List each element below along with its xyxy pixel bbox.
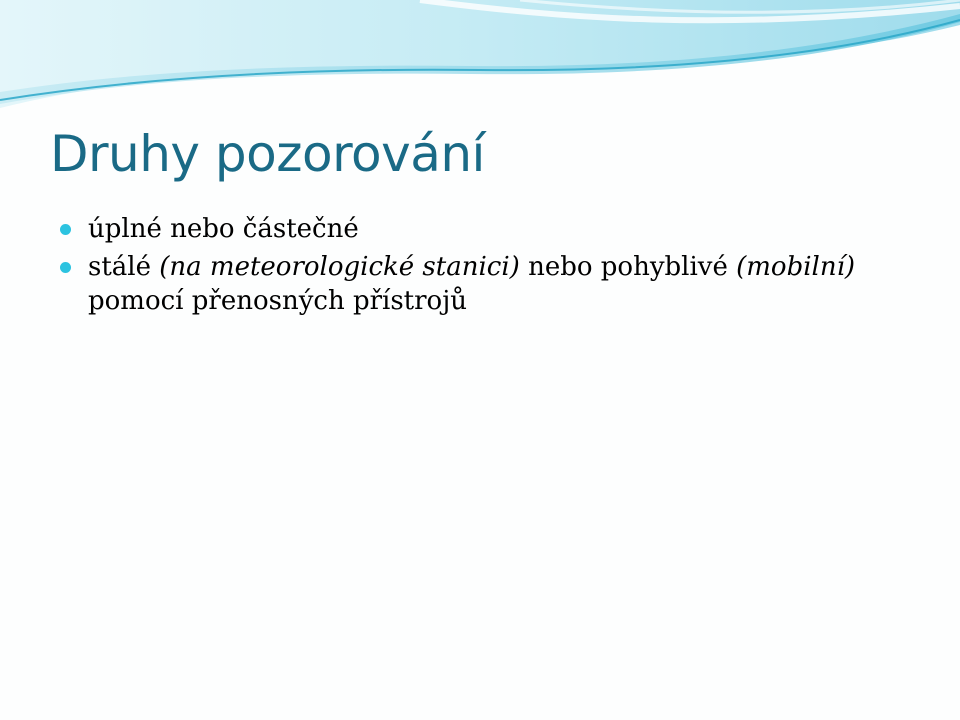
bullet-list bbox=[60, 212, 920, 322]
slide-title: Druhy pozorování bbox=[50, 125, 485, 183]
bullet-text-part: stálé bbox=[88, 252, 160, 282]
bullet-text-part: nebo pohyblivé bbox=[519, 252, 737, 282]
bullet-text-part: pomocí přenosných přístrojů bbox=[88, 286, 468, 316]
bullet-text: úplné nebo částečné bbox=[88, 214, 359, 244]
bullet-dot-icon bbox=[60, 262, 71, 273]
bullet-dot-icon bbox=[60, 224, 71, 235]
header-wave-decoration bbox=[0, 0, 960, 120]
bullet-text-part-italic: (mobilní) bbox=[736, 252, 856, 282]
bullet-item bbox=[60, 212, 920, 246]
bullet-text-part-italic: (na meteorologické stanici) bbox=[159, 252, 520, 282]
bullet-item bbox=[60, 250, 920, 318]
